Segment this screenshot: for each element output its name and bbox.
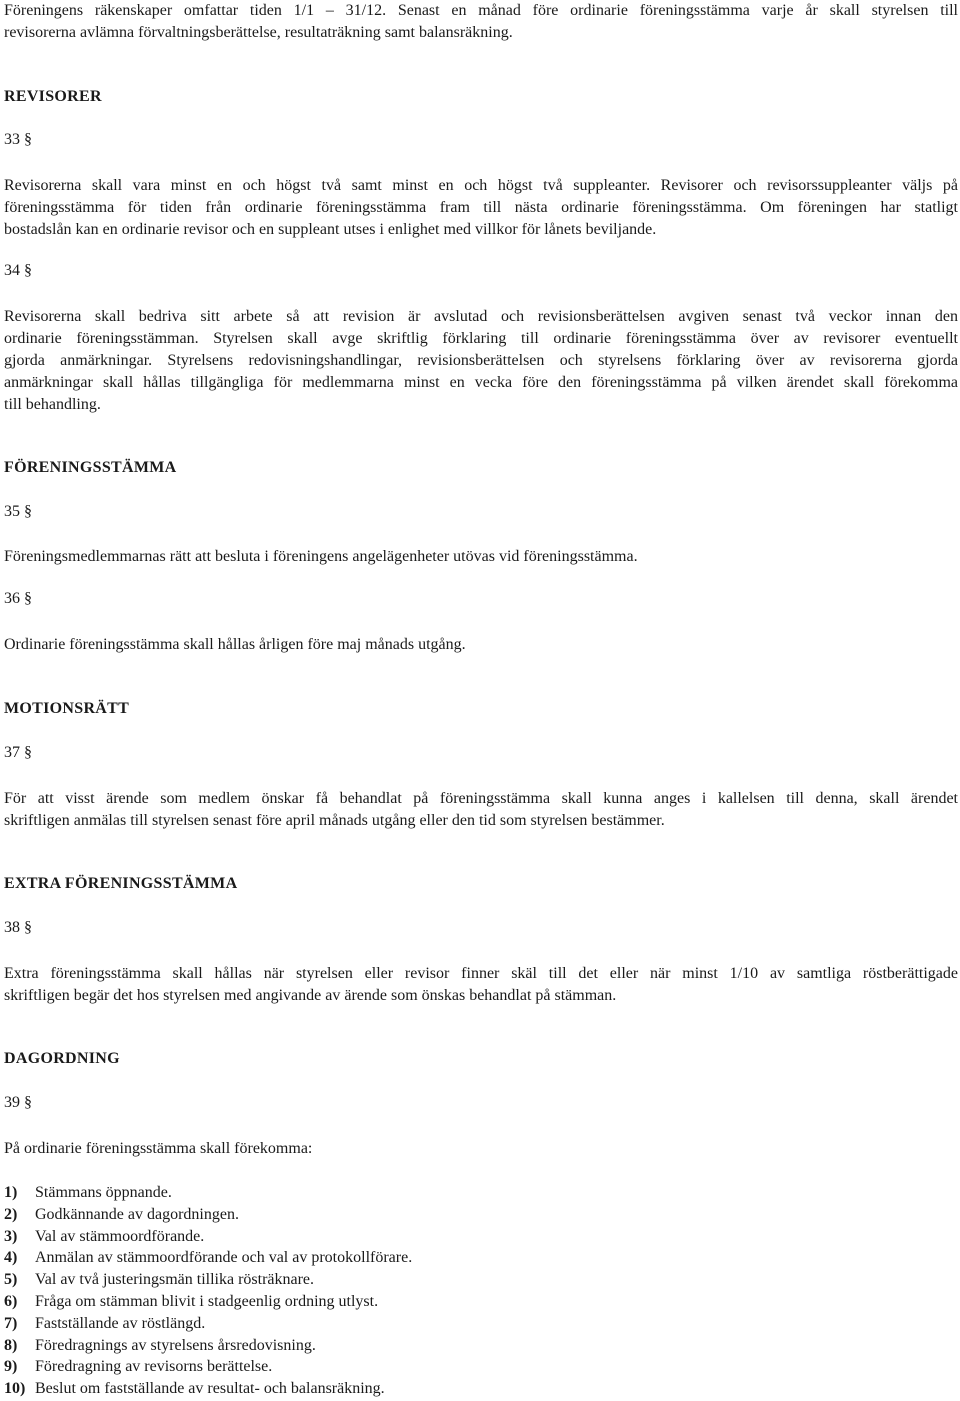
list-item-number: 8): [4, 1336, 18, 1354]
list-item: [4, 1291, 412, 1313]
para-33-line-2: föreningsstämma för tiden från ordinarie föreningsstämma fram till nästa ordinarie föreningsstämma. Om föreningen har statligt: [4, 199, 958, 216]
agenda-list: [4, 1182, 412, 1400]
para-34-line-2: ordinarie föreningsstämman. Styrelsen skall avge skriftlig förklaring till ordinarie föreningsstämma över av revisorer eventuellt: [4, 330, 958, 347]
list-item-text: Godkännande av dagordningen.: [35, 1205, 239, 1223]
list-item-number: 10): [4, 1380, 26, 1398]
section-33: 33 §: [4, 131, 32, 148]
para-39-intro: På ordinarie föreningsstämma skall förekomma:: [4, 1140, 313, 1157]
list-item: [4, 1247, 412, 1269]
heading-revisorer: REVISORER: [4, 88, 102, 105]
list-item-number: 3): [4, 1227, 18, 1245]
list-item: [4, 1335, 412, 1357]
para-34-line-5: till behandling.: [4, 396, 101, 413]
list-item-text: Anmälan av stämmoordförande och val av protokollförare.: [35, 1249, 413, 1267]
list-item-text: Val av två justeringsmän tillika rösträknare.: [35, 1271, 315, 1289]
list-item-text: Fråga om stämman blivit i stadgeenlig ordning utlyst.: [35, 1292, 379, 1310]
para-38-line-2: skriftligen begär det hos styrelsen med angivande av ärende som önskas behandlat på stämman.: [4, 987, 617, 1004]
list-item-text: Föredragning av revisorns berättelse.: [35, 1358, 273, 1376]
heading-motionsratt: MOTIONSRÄTT: [4, 700, 130, 717]
section-35: 35 §: [4, 503, 32, 520]
heading-foreningsstamma: FÖRENINGSSTÄMMA: [4, 459, 177, 476]
intro-line-2: revisorerna avlämna förvaltningsberättelse, resultaträkning samt balansräkning.: [4, 24, 513, 41]
list-item-number: 7): [4, 1314, 18, 1332]
para-37-line-2: skriftligen anmälas till styrelsen senast före april månads utgång eller den tid som styrelsen bestämmer.: [4, 812, 665, 829]
section-38: 38 §: [4, 919, 32, 936]
para-37-line-1: För att visst ärende som medlem önskar få behandlat på föreningsstämma skall kunna anges i kallelsen till denna, skall ärendet: [4, 790, 958, 807]
heading-dagordning: DAGORDNING: [4, 1050, 120, 1067]
section-39: 39 §: [4, 1094, 32, 1111]
para-33-line-3: bostadslån kan en ordinarie revisor och en suppleant utses i enlighet med villkor för lånets beviljande.: [4, 221, 657, 238]
list-item-number: 1): [4, 1184, 18, 1201]
list-item: [4, 1204, 412, 1226]
list-item-text: Stämmans öppnande.: [35, 1184, 172, 1201]
list-item: [4, 1356, 412, 1378]
para-34-line-4: anmärkningar skall hållas tillgängliga för medlemmarna minst en vecka före den föreningsstämma på vilken ärendet skall förekomma: [4, 374, 958, 391]
list-item: [4, 1182, 412, 1204]
para-38-line-1: Extra föreningsstämma skall hållas när styrelsen eller revisor finner skäl till det eller när minst 1/10 av samtliga röstberättigade: [4, 965, 958, 982]
list-item-number: 9): [4, 1358, 18, 1376]
para-36: Ordinarie föreningsstämma skall hållas årligen före maj månads utgång.: [4, 636, 466, 653]
list-item-text: Val av stämmoordförande.: [35, 1227, 205, 1245]
list-item-text: Fastställande av röstlängd.: [35, 1314, 206, 1332]
section-37: 37 §: [4, 744, 32, 761]
intro-line-1: Föreningens räkenskaper omfattar tiden 1/1 – 31/12. Senast en månad före ordinarie föreningsstämma varje år skall styrelsen till: [4, 2, 958, 19]
list-item-text: Föredragnings av styrelsens årsredovisning.: [35, 1336, 316, 1354]
list-item-number: 2): [4, 1205, 18, 1223]
list-item-number: 6): [4, 1292, 18, 1310]
para-35: Föreningsmedlemmarnas rätt att besluta i föreningens angelägenheter utövas vid föreningsstämma.: [4, 548, 638, 565]
section-34: 34 §: [4, 262, 32, 279]
heading-extra-foreningsstamma: EXTRA FÖRENINGSSTÄMMA: [4, 875, 238, 892]
section-36: 36 §: [4, 590, 32, 607]
list-item: [4, 1313, 412, 1335]
list-item: [4, 1378, 412, 1400]
list-item-number: 5): [4, 1271, 18, 1289]
list-item: [4, 1226, 412, 1248]
para-34-line-1: Revisorerna skall bedriva sitt arbete så att revision är avslutad och revisionsberättelsen avgiven senast två veckor innan den: [4, 308, 958, 325]
para-34-line-3: gjorda anmärkningar. Styrelsens redovisningshandlingar, revisionsberättelsen och styrelsens förklaring över av revisorerna gjorda: [4, 352, 958, 369]
list-item-number: 4): [4, 1249, 18, 1267]
list-item-text: Beslut om fastställande av resultat- och balansräkning.: [35, 1380, 385, 1398]
para-33-line-1: Revisorerna skall vara minst en och högst två samt minst en och högst två suppleanter. Revisorer och revisorssuppleanter väljs på: [4, 177, 958, 194]
list-item: [4, 1269, 412, 1291]
